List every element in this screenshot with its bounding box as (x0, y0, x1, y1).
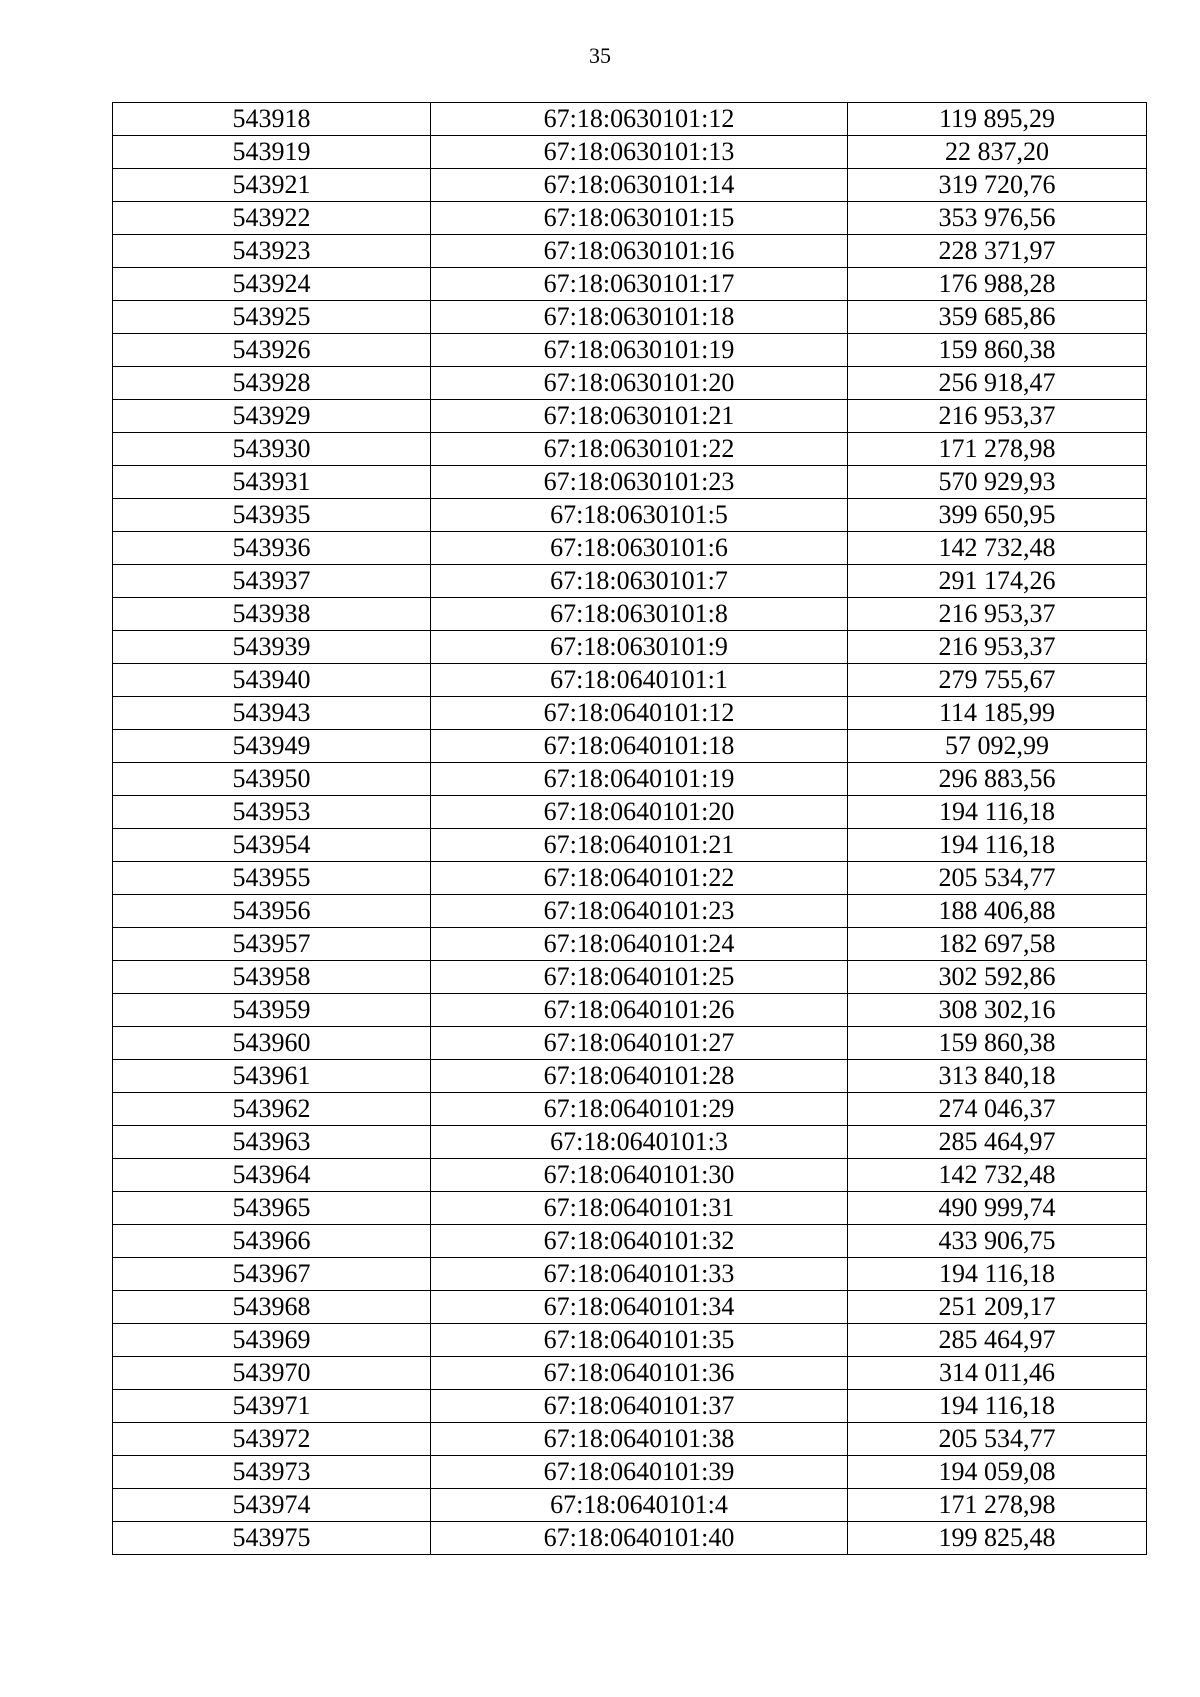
cadastral-value-cell: 291 174,26 (848, 565, 1147, 598)
object-id-cell: 543963 (113, 1126, 431, 1159)
cadastral-value-cell: 296 883,56 (848, 763, 1147, 796)
cadastral-number-cell: 67:18:0640101:3 (431, 1126, 848, 1159)
object-id-cell: 543949 (113, 730, 431, 763)
cadastral-number-cell: 67:18:0630101:15 (431, 202, 848, 235)
cadastral-number-cell: 67:18:0640101:32 (431, 1225, 848, 1258)
object-id-cell: 543924 (113, 268, 431, 301)
cadastral-value-cell: 194 116,18 (848, 1390, 1147, 1423)
cadastral-number-cell: 67:18:0640101:19 (431, 763, 848, 796)
cadastral-number-cell: 67:18:0630101:21 (431, 400, 848, 433)
cadastral-value-cell: 490 999,74 (848, 1192, 1147, 1225)
cadastral-number-cell: 67:18:0640101:25 (431, 961, 848, 994)
cadastral-number-cell: 67:18:0640101:36 (431, 1357, 848, 1390)
object-id-cell: 543930 (113, 433, 431, 466)
table-row (113, 1159, 1147, 1192)
table-row (113, 1291, 1147, 1324)
object-id-cell: 543956 (113, 895, 431, 928)
table-row (113, 1027, 1147, 1060)
object-id-cell: 543931 (113, 466, 431, 499)
table-row (113, 763, 1147, 796)
cadastral-number-cell: 67:18:0630101:12 (431, 103, 848, 136)
object-id-cell: 543937 (113, 565, 431, 598)
object-id-cell: 543958 (113, 961, 431, 994)
table-row (113, 268, 1147, 301)
cadastral-value-cell: 216 953,37 (848, 400, 1147, 433)
table-row (113, 895, 1147, 928)
cadastral-number-cell: 67:18:0640101:30 (431, 1159, 848, 1192)
cadastral-value-cell: 119 895,29 (848, 103, 1147, 136)
table-row (113, 565, 1147, 598)
object-id-cell: 543923 (113, 235, 431, 268)
cadastral-value-cell: 171 278,98 (848, 433, 1147, 466)
cadastral-value-cell: 314 011,46 (848, 1357, 1147, 1390)
table-row (113, 169, 1147, 202)
object-id-cell: 543943 (113, 697, 431, 730)
cadastral-number-cell: 67:18:0640101:35 (431, 1324, 848, 1357)
cadastral-value-cell: 319 720,76 (848, 169, 1147, 202)
cadastral-number-cell: 67:18:0630101:17 (431, 268, 848, 301)
cadastral-value-cell: 205 534,77 (848, 862, 1147, 895)
object-id-cell: 543961 (113, 1060, 431, 1093)
object-id-cell: 543971 (113, 1390, 431, 1423)
cadastral-number-cell: 67:18:0640101:20 (431, 796, 848, 829)
cadastral-number-cell: 67:18:0640101:26 (431, 994, 848, 1027)
table-row (113, 664, 1147, 697)
table-row (113, 1225, 1147, 1258)
table-row (113, 1192, 1147, 1225)
table-row (113, 235, 1147, 268)
cadastral-value-cell: 142 732,48 (848, 532, 1147, 565)
table-body (113, 103, 1147, 1555)
cadastral-number-cell: 67:18:0630101:16 (431, 235, 848, 268)
cadastral-value-cell: 256 918,47 (848, 367, 1147, 400)
object-id-cell: 543967 (113, 1258, 431, 1291)
object-id-cell: 543929 (113, 400, 431, 433)
cadastral-value-cell: 188 406,88 (848, 895, 1147, 928)
cadastral-value-table (112, 102, 1147, 1555)
cadastral-value-cell: 194 116,18 (848, 829, 1147, 862)
object-id-cell: 543960 (113, 1027, 431, 1060)
cadastral-value-cell: 182 697,58 (848, 928, 1147, 961)
object-id-cell: 543921 (113, 169, 431, 202)
table-row (113, 334, 1147, 367)
table-row (113, 1093, 1147, 1126)
table-row (113, 433, 1147, 466)
cadastral-number-cell: 67:18:0630101:23 (431, 466, 848, 499)
cadastral-value-cell: 285 464,97 (848, 1126, 1147, 1159)
cadastral-number-cell: 67:18:0640101:38 (431, 1423, 848, 1456)
table-row (113, 961, 1147, 994)
cadastral-value-cell: 171 278,98 (848, 1489, 1147, 1522)
cadastral-number-cell: 67:18:0640101:28 (431, 1060, 848, 1093)
cadastral-number-cell: 67:18:0630101:20 (431, 367, 848, 400)
table-row (113, 1357, 1147, 1390)
cadastral-number-cell: 67:18:0640101:1 (431, 664, 848, 697)
object-id-cell: 543972 (113, 1423, 431, 1456)
object-id-cell: 543926 (113, 334, 431, 367)
table-row (113, 1423, 1147, 1456)
object-id-cell: 543973 (113, 1456, 431, 1489)
table-row (113, 598, 1147, 631)
table-row (113, 400, 1147, 433)
cadastral-number-cell: 67:18:0640101:37 (431, 1390, 848, 1423)
cadastral-value-cell: 285 464,97 (848, 1324, 1147, 1357)
object-id-cell: 543974 (113, 1489, 431, 1522)
table-row (113, 1522, 1147, 1555)
object-id-cell: 543964 (113, 1159, 431, 1192)
object-id-cell: 543953 (113, 796, 431, 829)
cadastral-number-cell: 67:18:0630101:13 (431, 136, 848, 169)
object-id-cell: 543968 (113, 1291, 431, 1324)
cadastral-value-cell: 142 732,48 (848, 1159, 1147, 1192)
cadastral-value-cell: 228 371,97 (848, 235, 1147, 268)
table-row (113, 994, 1147, 1027)
cadastral-value-cell: 216 953,37 (848, 598, 1147, 631)
cadastral-value-cell: 199 825,48 (848, 1522, 1147, 1555)
object-id-cell: 543965 (113, 1192, 431, 1225)
cadastral-number-cell: 67:18:0630101:7 (431, 565, 848, 598)
table-row (113, 1324, 1147, 1357)
cadastral-value-cell: 279 755,67 (848, 664, 1147, 697)
table-row (113, 367, 1147, 400)
table-row (113, 136, 1147, 169)
object-id-cell: 543918 (113, 103, 431, 136)
table-row (113, 862, 1147, 895)
table-row (113, 697, 1147, 730)
table-row (113, 730, 1147, 763)
object-id-cell: 543919 (113, 136, 431, 169)
cadastral-value-cell: 353 976,56 (848, 202, 1147, 235)
cadastral-value-cell: 205 534,77 (848, 1423, 1147, 1456)
object-id-cell: 543940 (113, 664, 431, 697)
cadastral-number-cell: 67:18:0640101:27 (431, 1027, 848, 1060)
cadastral-number-cell: 67:18:0630101:22 (431, 433, 848, 466)
table-row (113, 1126, 1147, 1159)
object-id-cell: 543957 (113, 928, 431, 961)
cadastral-value-cell: 22 837,20 (848, 136, 1147, 169)
cadastral-value-cell: 433 906,75 (848, 1225, 1147, 1258)
cadastral-number-cell: 67:18:0630101:9 (431, 631, 848, 664)
cadastral-value-cell: 114 185,99 (848, 697, 1147, 730)
table-row (113, 1456, 1147, 1489)
table-row (113, 301, 1147, 334)
cadastral-value-cell: 359 685,86 (848, 301, 1147, 334)
cadastral-number-cell: 67:18:0640101:31 (431, 1192, 848, 1225)
cadastral-number-cell: 67:18:0630101:8 (431, 598, 848, 631)
cadastral-number-cell: 67:18:0630101:6 (431, 532, 848, 565)
table-row (113, 499, 1147, 532)
cadastral-number-cell: 67:18:0630101:18 (431, 301, 848, 334)
cadastral-value-cell: 194 116,18 (848, 1258, 1147, 1291)
cadastral-value-cell: 251 209,17 (848, 1291, 1147, 1324)
cadastral-number-cell: 67:18:0640101:33 (431, 1258, 848, 1291)
cadastral-number-cell: 67:18:0640101:39 (431, 1456, 848, 1489)
cadastral-value-cell: 274 046,37 (848, 1093, 1147, 1126)
cadastral-number-cell: 67:18:0630101:5 (431, 499, 848, 532)
cadastral-value-cell: 216 953,37 (848, 631, 1147, 664)
cadastral-value-cell: 159 860,38 (848, 1027, 1147, 1060)
cadastral-number-cell: 67:18:0640101:22 (431, 862, 848, 895)
table-row (113, 928, 1147, 961)
table-row (113, 829, 1147, 862)
object-id-cell: 543955 (113, 862, 431, 895)
cadastral-number-cell: 67:18:0630101:19 (431, 334, 848, 367)
object-id-cell: 543966 (113, 1225, 431, 1258)
object-id-cell: 543928 (113, 367, 431, 400)
cadastral-value-cell: 313 840,18 (848, 1060, 1147, 1093)
object-id-cell: 543962 (113, 1093, 431, 1126)
table-row (113, 532, 1147, 565)
table-row (113, 796, 1147, 829)
object-id-cell: 543950 (113, 763, 431, 796)
object-id-cell: 543925 (113, 301, 431, 334)
cadastral-number-cell: 67:18:0640101:40 (431, 1522, 848, 1555)
object-id-cell: 543936 (113, 532, 431, 565)
cadastral-number-cell: 67:18:0640101:18 (431, 730, 848, 763)
cadastral-value-cell: 176 988,28 (848, 268, 1147, 301)
object-id-cell: 543954 (113, 829, 431, 862)
cadastral-number-cell: 67:18:0630101:14 (431, 169, 848, 202)
page-number: 35 (589, 43, 611, 68)
object-id-cell: 543939 (113, 631, 431, 664)
object-id-cell: 543970 (113, 1357, 431, 1390)
object-id-cell: 543959 (113, 994, 431, 1027)
cadastral-value-cell: 308 302,16 (848, 994, 1147, 1027)
cadastral-number-cell: 67:18:0640101:34 (431, 1291, 848, 1324)
cadastral-number-cell: 67:18:0640101:29 (431, 1093, 848, 1126)
object-id-cell: 543938 (113, 598, 431, 631)
cadastral-number-cell: 67:18:0640101:21 (431, 829, 848, 862)
table-row (113, 1390, 1147, 1423)
table-row (113, 1258, 1147, 1291)
cadastral-value-cell: 194 116,18 (848, 796, 1147, 829)
table-row (113, 103, 1147, 136)
object-id-cell: 543935 (113, 499, 431, 532)
table-row (113, 1489, 1147, 1522)
table-row (113, 466, 1147, 499)
cadastral-value-cell: 57 092,99 (848, 730, 1147, 763)
object-id-cell: 543922 (113, 202, 431, 235)
cadastral-number-cell: 67:18:0640101:12 (431, 697, 848, 730)
cadastral-number-cell: 67:18:0640101:4 (431, 1489, 848, 1522)
table-row (113, 202, 1147, 235)
table-row (113, 631, 1147, 664)
cadastral-value-cell: 159 860,38 (848, 334, 1147, 367)
cadastral-value-cell: 302 592,86 (848, 961, 1147, 994)
cadastral-number-cell: 67:18:0640101:24 (431, 928, 848, 961)
cadastral-value-cell: 399 650,95 (848, 499, 1147, 532)
table-row (113, 1060, 1147, 1093)
cadastral-value-cell: 194 059,08 (848, 1456, 1147, 1489)
cadastral-number-cell: 67:18:0640101:23 (431, 895, 848, 928)
object-id-cell: 543969 (113, 1324, 431, 1357)
cadastral-value-cell: 570 929,93 (848, 466, 1147, 499)
object-id-cell: 543975 (113, 1522, 431, 1555)
